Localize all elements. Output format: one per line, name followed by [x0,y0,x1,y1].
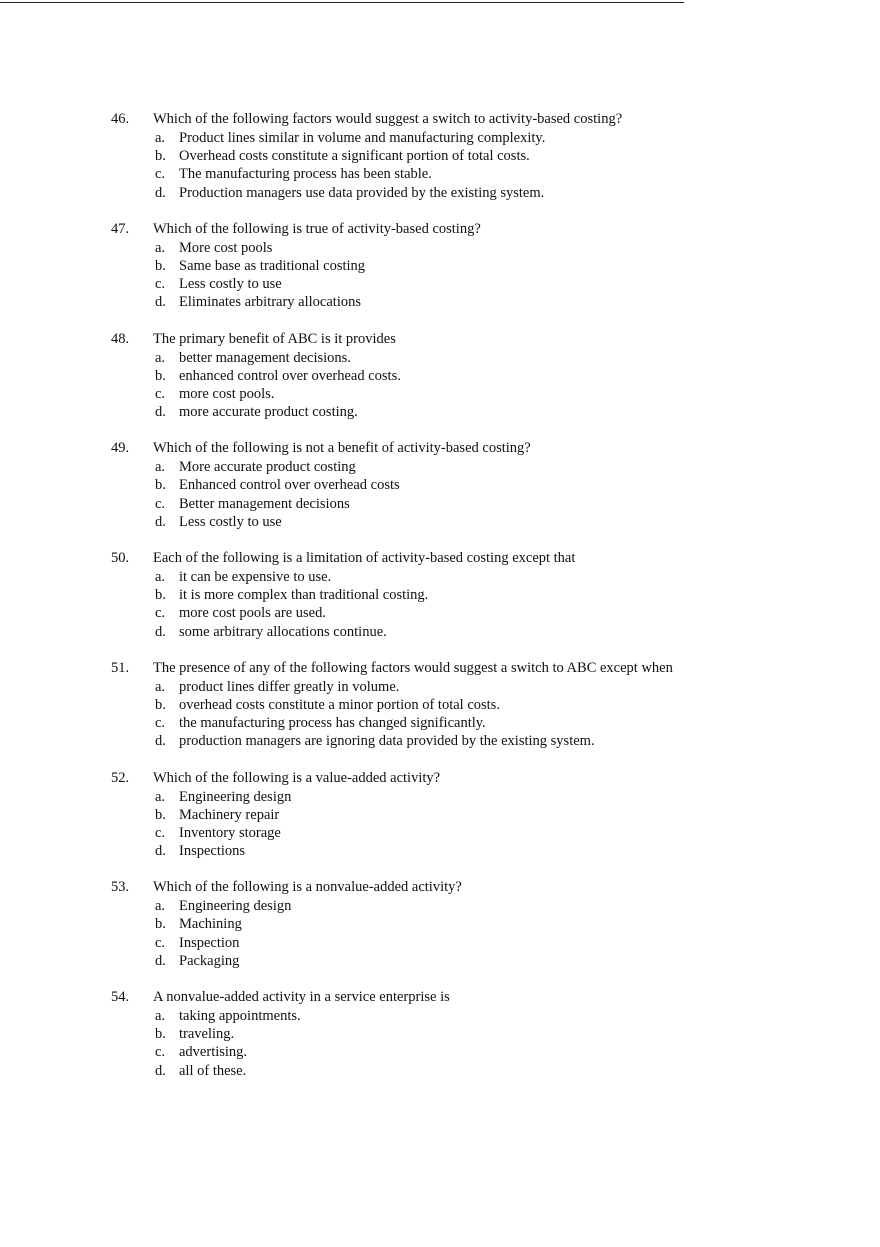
option-letter: a. [155,898,166,915]
option-a [111,568,851,586]
question-number: 53. [111,879,130,896]
option-c [111,385,851,403]
option-text: overhead costs constitute a minor portion of total costs. [179,696,500,713]
question-number: 51. [111,659,130,676]
option-d [111,842,851,860]
question-stem [111,878,851,897]
option-letter: d. [155,843,166,860]
option-letter: c. [155,715,166,732]
question-stem [111,110,851,129]
option-text: Better management decisions [179,495,350,512]
option-c [111,604,851,622]
option-letter: c. [155,934,166,951]
option-text: More accurate product costing [179,459,356,476]
option-a [111,458,851,476]
question-46 [111,110,851,202]
option-letter: b. [155,477,166,494]
option-letter: b. [155,257,166,274]
option-text: Same base as traditional costing [179,257,366,274]
option-a [111,897,851,915]
option-text: it can be expensive to use. [179,569,332,585]
option-d [111,732,851,750]
option-text: traveling. [179,1026,235,1043]
question-text: A nonvalue-added activity in a service enterprise is [153,989,450,1005]
option-d [111,513,851,531]
option-d [111,623,851,641]
option-letter: d. [155,1062,166,1079]
question-text: Which of the following is not a benefit of activity-based costing? [153,440,531,457]
question-stem [111,769,851,788]
option-c [111,824,851,842]
option-text: The manufacturing process has been stable. [179,166,432,183]
option-letter: c. [155,385,166,402]
option-letter: d. [155,404,166,421]
question-54 [111,988,851,1080]
option-text: more cost pools are used. [179,605,326,622]
option-text: Engineering design [179,898,292,915]
option-text: Inspections [179,843,246,860]
question-number: 52. [111,769,130,786]
option-text: enhanced control over overhead costs. [179,367,401,384]
option-text: Enhanced control over overhead costs [179,477,400,494]
option-text: More cost pools [179,239,273,256]
option-text: Packaging [179,952,240,969]
option-d [111,952,851,970]
option-a [111,349,851,367]
option-b [111,806,851,824]
option-d [111,403,851,421]
option-letter: d. [155,733,166,750]
option-b [111,147,851,165]
option-text: some arbitrary allocations continue. [179,623,387,640]
option-text: Less costly to use [179,276,282,293]
option-text: all of these. [179,1062,247,1079]
option-text: Machining [179,916,242,933]
option-letter: b. [155,916,166,933]
option-d [111,1062,851,1080]
option-letter: c. [155,166,166,183]
question-47 [111,220,851,312]
option-letter: b. [155,806,166,823]
question-stem [111,659,851,678]
option-text: more cost pools. [179,385,275,402]
option-letter: c. [155,605,166,622]
option-letter: a. [155,239,166,256]
option-d [111,293,851,311]
option-letter: a. [155,349,166,366]
option-b [111,586,851,604]
question-stem [111,439,851,458]
option-a [111,788,851,806]
question-text: Which of the following is true of activity-based costing? [153,220,481,237]
option-letter: a. [155,788,166,805]
question-list [111,110,851,1098]
option-letter: a. [155,1008,166,1024]
option-text: Less costly to use [179,513,282,530]
question-50 [111,549,851,641]
option-a [111,239,851,257]
option-text: product lines differ greatly in volume. [179,678,400,695]
option-text: taking appointments. [179,1008,301,1024]
question-number: 47. [111,220,130,237]
question-text: Which of the following is a nonvalue-added activity? [153,879,462,896]
option-letter: d. [155,623,166,640]
option-c [111,1043,851,1061]
option-b [111,367,851,385]
option-text: Overhead costs constitute a significant portion of total costs. [179,148,530,165]
option-letter: b. [155,148,166,165]
option-letter: b. [155,367,166,384]
option-letter: b. [155,1026,166,1043]
question-number: 49. [111,440,130,457]
option-b [111,1025,851,1043]
option-text: production managers are ignoring data provided by the existing system. [179,733,595,750]
option-b [111,696,851,714]
option-letter: a. [155,459,166,476]
question-stem [111,549,851,568]
question-number: 46. [111,111,130,127]
option-c [111,275,851,293]
option-text: Inventory storage [179,824,281,841]
option-c [111,934,851,952]
option-a [111,1007,851,1025]
option-text: Inspection [179,934,240,951]
option-text: the manufacturing process has changed significantly. [179,715,486,732]
option-c [111,495,851,513]
option-text: advertising. [179,1044,248,1061]
option-letter: d. [155,294,166,311]
option-text: Eliminates arbitrary allocations [179,294,361,311]
option-letter: c. [155,1044,166,1061]
question-number: 50. [111,550,130,566]
question-text: The presence of any of the following factors would suggest a switch to ABC except when [153,659,673,676]
question-53 [111,878,851,970]
option-c [111,714,851,732]
option-letter: a. [155,678,166,695]
question-52 [111,769,851,861]
question-stem [111,988,851,1007]
question-number: 48. [111,330,130,347]
option-text: better management decisions. [179,349,351,366]
option-b [111,257,851,275]
option-letter: c. [155,824,166,841]
question-stem [111,330,851,349]
option-text: Production managers use data provided by the existing system. [179,184,545,201]
option-b [111,476,851,494]
question-number: 54. [111,989,130,1005]
option-a [111,678,851,696]
option-text: more accurate product costing. [179,404,358,421]
option-text: Engineering design [179,788,292,805]
question-text: Which of the following is a value-added activity? [153,769,441,786]
question-text: The primary benefit of ABC is it provides [153,330,396,347]
question-49 [111,439,851,531]
option-letter: a. [155,569,166,585]
option-d [111,184,851,202]
question-text: Which of the following factors would suggest a switch to activity-based costing? [153,111,623,127]
question-stem [111,220,851,239]
question-51 [111,659,851,751]
top-rule [0,2,684,3]
option-letter: b. [155,696,166,713]
option-letter: d. [155,952,166,969]
question-text: Each of the following is a limitation of activity-based costing except that [153,550,576,566]
option-letter: d. [155,513,166,530]
option-letter: b. [155,587,166,604]
option-text: Machinery repair [179,806,280,823]
option-letter: c. [155,495,166,512]
question-48 [111,330,851,422]
option-a [111,129,851,147]
option-text: Product lines similar in volume and manufacturing complexity. [179,130,546,146]
option-letter: d. [155,184,166,201]
option-b [111,915,851,933]
option-letter: c. [155,276,166,293]
option-c [111,165,851,183]
option-text: it is more complex than traditional costing. [179,587,429,604]
option-letter: a. [155,130,166,146]
